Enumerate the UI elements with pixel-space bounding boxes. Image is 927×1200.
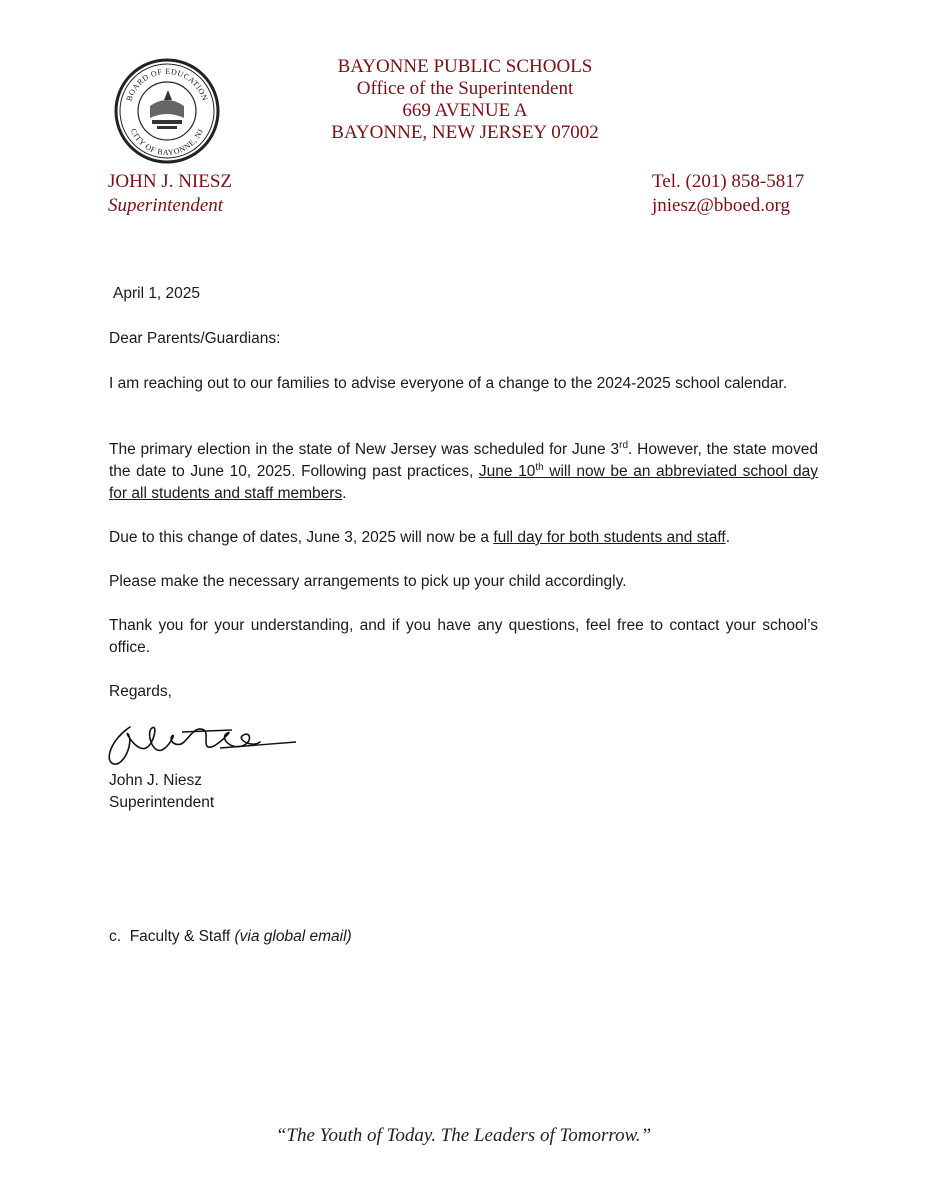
- paragraph-calendar-change: I am reaching out to our families to advise everyone of a change to the 2024-2025 school calendar.: [109, 375, 788, 392]
- p2-text-b: . However, the state moved the date to June 10, 2025. Following past practices,: [109, 441, 818, 480]
- contact-phone: Tel. (201) 858-5817: [652, 171, 805, 192]
- sender-block: [108, 170, 232, 218]
- sender-name: JOHN J. NIESZ: [108, 171, 233, 192]
- contact-email: jniesz@bboed.org: [652, 195, 790, 216]
- paragraph-election: [109, 439, 818, 505]
- closing: Regards,: [109, 683, 172, 700]
- handwritten-signature: [100, 712, 300, 770]
- street-address: 669 AVENUE A: [402, 100, 528, 121]
- board-of-education-seal: [112, 56, 222, 166]
- letterhead: [300, 56, 630, 144]
- cc-recipients: Faculty & Staff: [129, 928, 235, 945]
- salutation: Dear Parents/Guardians:: [109, 330, 281, 347]
- org-name: BAYONNE PUBLIC SCHOOLS: [337, 56, 593, 77]
- p2-underlined: June 10th will now be an abbreviated school day for all students and staff members: [109, 461, 818, 502]
- cc-line: [109, 926, 818, 948]
- paragraph-arrangements: Please make the necessary arrangements to pick up your child accordingly.: [109, 573, 627, 590]
- contact-block: [652, 170, 804, 218]
- city-address: BAYONNE, NEW JERSEY 07002: [331, 122, 599, 143]
- p2-sup-rd: rd: [619, 439, 629, 451]
- paragraph-full-day: Due to this change of dates, June 3, 2025 will now be a full day for both students and staff.: [109, 529, 730, 546]
- signature-title: Superintendent: [109, 794, 215, 811]
- signature-name: John J. Niesz: [109, 772, 203, 789]
- sender-title: Superintendent: [108, 195, 224, 216]
- p2-end: .: [342, 485, 347, 502]
- cc-label: c.: [109, 928, 122, 945]
- p3-underlined: full day for both students and staff: [493, 529, 726, 546]
- office-name: Office of the Superintendent: [356, 78, 574, 99]
- footer-motto: “The Youth of Today. The Leaders of Tomorrow.”: [275, 1125, 652, 1146]
- svg-text:BOARD OF EDUCATION: BOARD OF EDUCATION: [124, 66, 210, 103]
- cc-note: (via global email): [234, 928, 352, 945]
- paragraph-thanks: Thank you for your understanding, and if you have any questions, feel free to contact your school’s office.: [109, 617, 818, 656]
- svg-text:CITY OF BAYONNE, NJ: CITY OF BAYONNE, NJ: [128, 127, 206, 158]
- letter-date: April 1, 2025: [113, 285, 201, 302]
- p2-text-a: The primary election in the state of New Jersey was scheduled for June 3: [109, 441, 620, 458]
